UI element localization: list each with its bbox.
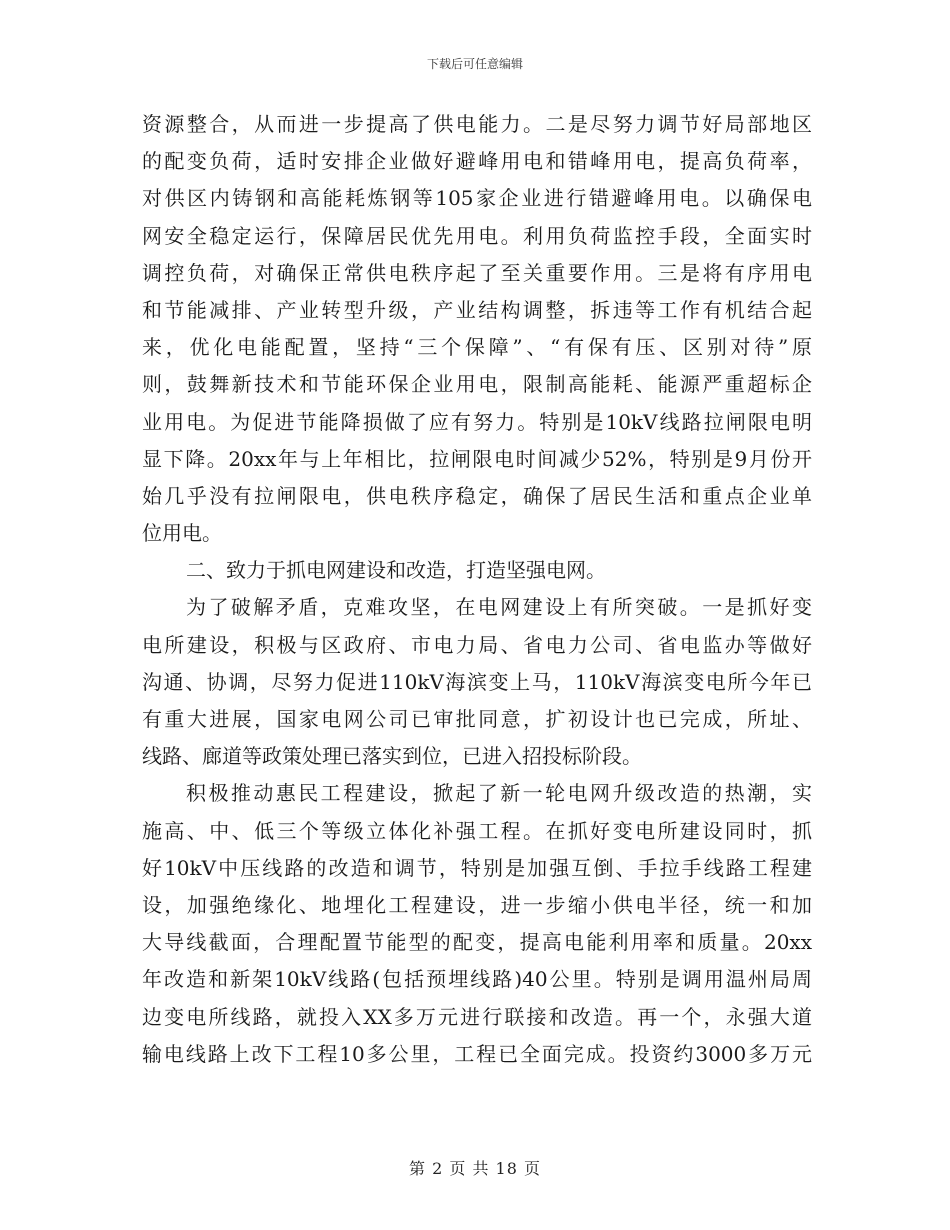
text-line: 输电线路上改下工程10多公里，工程已全面完成。投资约3000多万元 (142, 1041, 812, 1066)
text-line: 边变电所线路，就投入XX多万元进行联接和改造。再一个，永强大道 (142, 1004, 812, 1029)
page-header: 下载后可任意编辑 (426, 57, 523, 71)
text-line: 网安全稳定运行，保障居民优先用电。利用负荷监控手段，全面实时 (142, 223, 812, 248)
text-line: 积极推动惠民工程建设，掀起了新一轮电网升级改造的热潮，实 (186, 781, 812, 806)
text-line: 年改造和新架10kV线路(包括预埋线路)40公里。特别是调用温州局周 (142, 967, 812, 992)
page-number: 第 2 页 共 18 页 (409, 1159, 541, 1178)
text-line: 大导线截面，合理配置节能型的配变，提高电能利用率和质量。20xx (142, 930, 812, 955)
text-line: 线路、廊道等政策处理已落实到位，已进入招投标阶段。 (142, 744, 642, 769)
text-line: 对供区内铸钢和高能耗炼钢等105家企业进行错避峰用电。以确保电 (142, 186, 812, 211)
text-line: 则，鼓舞新技术和节能环保企业用电，限制高能耗、能源严重超标企 (142, 372, 812, 397)
text-line: 好10kV中压线路的改造和调节，特别是加强互倒、手拉手线路工程建 (142, 855, 812, 880)
text-line: 来，优化电能配置，坚持“三个保障”、“有保有压、区别对待”原 (142, 335, 812, 360)
text-line: 资源整合，从而进一步提高了供电能力。二是尽努力调节好局部地区 (142, 112, 812, 136)
text-line: 电所建设，积极与区政府、市电力局、省电力公司、省电监办等做好 (142, 632, 812, 657)
text-line: 和节能减排、产业转型升级，产业结构调整，拆违等工作有机结合起 (142, 297, 812, 322)
text-line: 的配变负荷，适时安排企业做好避峰用电和错峰用电，提高负荷率， (142, 149, 812, 174)
text-line: 有重大进展，国家电网公司已审批同意，扩初设计也已完成，所址、 (142, 707, 812, 731)
section-heading: 二、致力于抓电网建设和改造，打造坚强电网。 (186, 558, 606, 583)
text-line: 调控负荷，对确保正常供电秩序起了至关重要作用。三是将有序用电 (142, 260, 812, 285)
text-line: 施高、中、低三个等级立体化补强工程。在抓好变电所建设同时，抓 (142, 818, 812, 843)
text-line: 位用电。 (142, 521, 222, 546)
text-line: 显下降。20xx年与上年相比，拉闸限电时间减少52%，特别是9月份开 (142, 446, 812, 471)
text-line: 设，加强绝缘化、地埋化工程建设，进一步缩小供电半径，统一和加 (142, 892, 812, 917)
document-body (142, 106, 812, 1073)
text-line: 为了破解矛盾，克难攻坚，在电网建设上有所突破。一是抓好变 (186, 595, 812, 620)
text-line: 沟通、协调，尽努力促进110kV海滨变上马，110kV海滨变电所今年已 (142, 669, 812, 694)
text-line: 业用电。为促进节能降损做了应有努力。特别是10kV线路拉闸限电明 (142, 409, 812, 434)
text-line: 始几乎没有拉闸限电，供电秩序稳定，确保了居民生活和重点企业单 (142, 483, 812, 508)
